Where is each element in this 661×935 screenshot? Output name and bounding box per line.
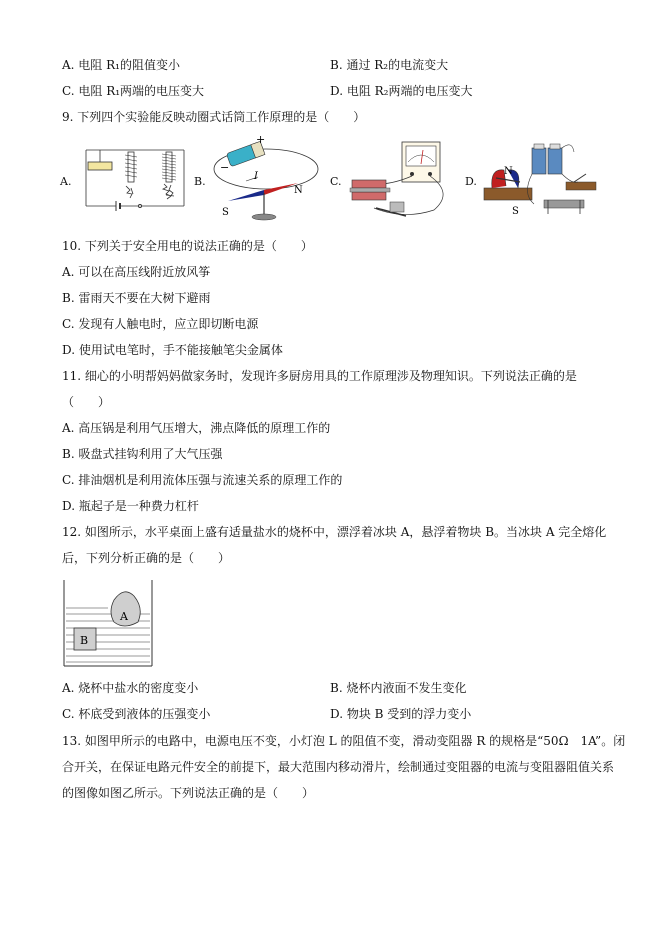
q9-label-c: C. <box>330 175 342 188</box>
q9-figure-b-oersted-experiment <box>206 135 324 223</box>
q10-option-b: B. 雷雨天不要在大树下避雨 <box>62 291 211 305</box>
q13-stem-line1: 13. 如图甲所示的电路中，电源电压不变，小灯泡 L 的阻值不变，滑动变阻器 R 的规格是“50Ω 1A”。闭 <box>62 734 626 748</box>
q8-option-a: A. 电阻 R₁的阻值变小 <box>62 58 180 72</box>
q12-option-a: A. 烧杯中盐水的密度变小 <box>62 681 199 695</box>
q9-label-a: A. <box>60 175 72 188</box>
q12-figure-beaker <box>60 578 156 670</box>
q9-figure-c-induction-experiment <box>344 138 466 223</box>
q10-option-a: A. 可以在高压线附近放风筝 <box>62 265 211 279</box>
q10-option-d: D. 使用试电笔时，手不能接触笔尖金属体 <box>62 343 283 357</box>
q12-stem-line1: 12. 如图所示，水平桌面上盛有适量盐水的烧杯中，漂浮着冰块 A，悬浮着物块 B。当冰块 A 完全熔化 <box>62 525 607 539</box>
q9-figure-a-electromagnet-circuit <box>76 140 196 215</box>
q11-option-d: D. 瓶起子是一种费力杠杆 <box>62 499 199 513</box>
fig-b-plus: + <box>256 133 266 146</box>
q8-option-d: D. 电阻 R₂两端的电压变大 <box>330 84 473 98</box>
q9-stem: 9. 下列四个实验能反映动圈式话筒工作原理的是（ ） <box>62 110 366 124</box>
fig-12-a: A <box>120 610 128 623</box>
q9-label-b: B. <box>194 175 206 188</box>
q8-option-c: C. 电阻 R₁两端的电压变大 <box>62 84 205 98</box>
q13-stem-line3: 的图像如图乙所示。下列说法正确的是（ ） <box>62 786 315 800</box>
fig-b-current: I <box>254 171 258 182</box>
q13-stem-line2: 合开关，在保证电路元件安全的前提下，最大范围内移动滑片，绘制通过变阻器的电流与变阻器阻值关系 <box>62 760 615 774</box>
q10-option-c: C. 发现有人触电时，应立即切断电源 <box>62 317 259 331</box>
fig-12-b: B <box>80 634 89 647</box>
q8-option-b: B. 通过 R₂的电流变大 <box>330 58 449 72</box>
q12-stem-line2: 后，下列分析正确的是（ ） <box>62 551 231 565</box>
fig-b-minus: − <box>220 161 230 174</box>
q11-option-c: C. 排油烟机是利用流体压强与流速关系的原理工作的 <box>62 473 343 487</box>
q10-stem: 10. 下列关于安全用电的说法正确的是（ ） <box>62 239 313 253</box>
fig-d-s: S <box>512 206 519 217</box>
q11-option-b: B. 吸盘式挂钩利用了大气压强 <box>62 447 223 461</box>
q11-option-a: A. 高压锅是利用气压增大，沸点降低的原理工作的 <box>62 421 331 435</box>
q12-option-b: B. 烧杯内液面不发生变化 <box>330 681 467 695</box>
fig-d-n: N <box>504 166 513 177</box>
q12-option-c: C. 杯底受到液体的压强变小 <box>62 707 211 721</box>
fig-b-s: S <box>222 207 229 218</box>
q12-option-d: D. 物块 B 受到的浮力变小 <box>330 707 472 721</box>
q11-stem-line1: 11. 细心的小明帮妈妈做家务时，发现许多厨房用具的工作原理涉及物理知识。下列说法正确的是 <box>62 369 577 383</box>
fig-b-n: N <box>294 185 303 196</box>
q9-label-d: D. <box>465 175 477 188</box>
q11-stem-line2: （ ） <box>62 395 111 409</box>
q9-figure-d-motor-experiment <box>482 138 602 224</box>
